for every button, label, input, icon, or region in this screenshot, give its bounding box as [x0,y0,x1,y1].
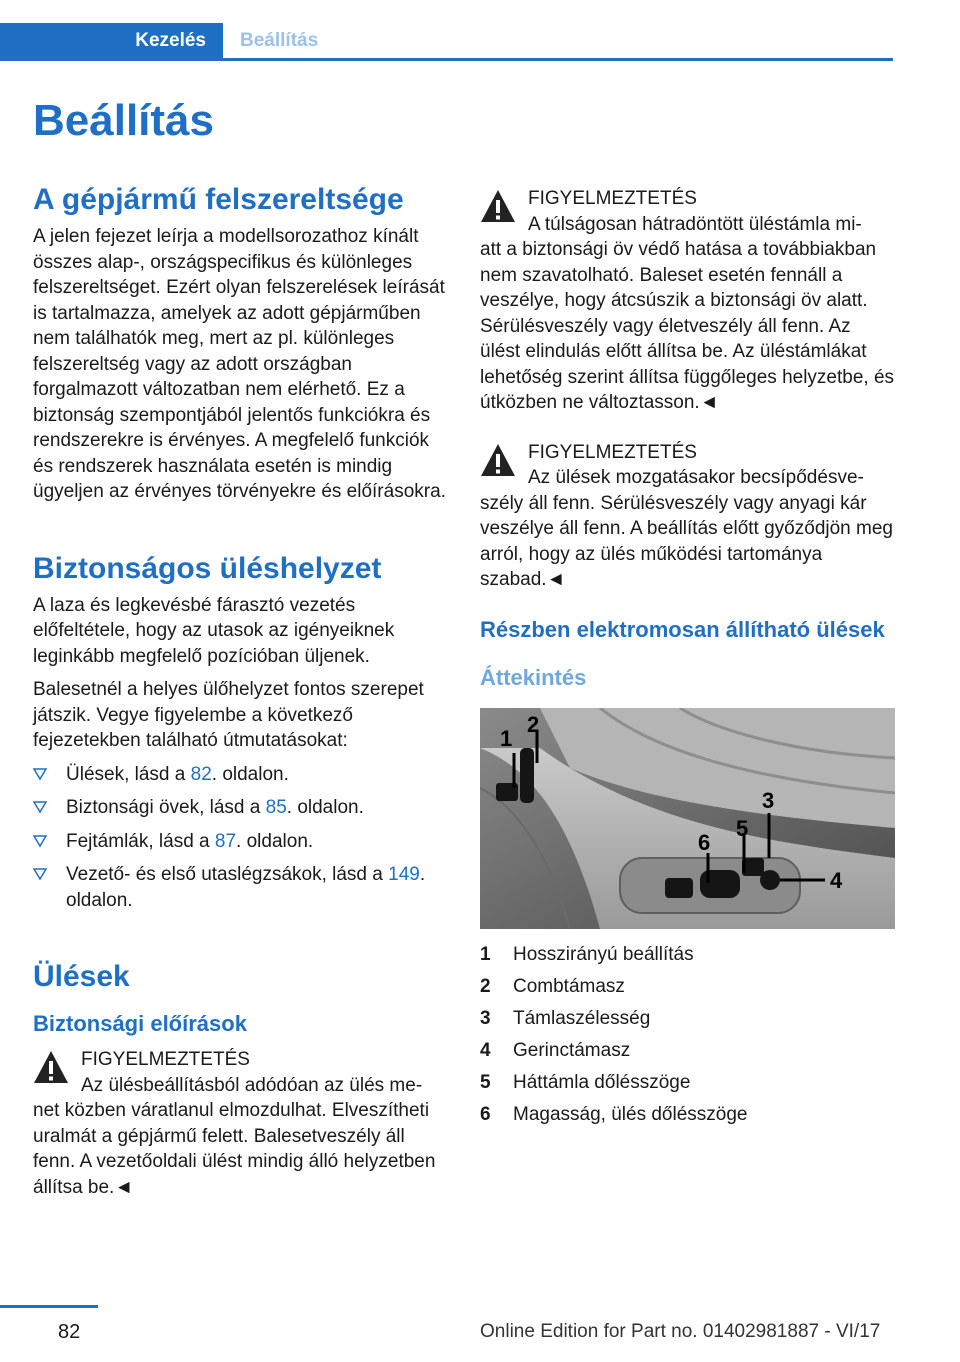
label-4: 4 [830,867,843,893]
page-title: Beállítás [33,96,214,145]
warning-text: A túlságosan hátradöntött üléstámla mi- [528,213,862,235]
triangle-bullet-icon [33,834,47,848]
list-item-text: . oldalon. [286,797,364,818]
list-item [33,862,449,913]
footer-rule [0,1305,98,1308]
section-title-ulehelyzet: Biztonságos üléshelyzet [33,551,382,585]
legend-item [480,939,896,971]
label-3: 3 [762,787,775,813]
tab-kezeles[interactable]: Kezelés [0,23,223,58]
warning-block [480,440,896,593]
warning-text: Az ülések mozgatásakor becsípődésve- [528,467,864,488]
warning-text: Az ülésbeállításból adódóan az ülés me- [81,1074,423,1096]
chapter-header [0,23,893,61]
legend-item [480,1067,896,1099]
warning-triangle-icon [33,1050,69,1084]
overview-title: Áttekintés [480,664,587,690]
warning-triangle-icon [480,443,516,477]
label-5: 5 [736,815,749,841]
list-item [33,762,449,788]
legend-text: Háttámla dőlésszöge [513,1071,691,1093]
triangle-bullet-icon [33,867,47,881]
legend-text: Gerinctámasz [513,1039,631,1061]
label-2: 2 [527,711,540,737]
warning-text: att a biztonsági öv védő hatása a továbbiakban nem szavatolható. Baleset esetén fennáll a veszélye, hogy átcsúszik a biztonsági öv alatt. Sérülésveszély vagy életveszély áll fenn. Az ülést elindulás előtt állítsa be. Az üléstámlákat lehetőség szerint állítsa függőleges helyzetbe, és útközben ne változtasson.◄ [480,239,895,413]
section-title-felszereltseg: A gépjármű felszereltsége [33,183,404,216]
left-column [33,180,449,1200]
warning-triangle-icon [480,189,516,223]
legend-text: Combtámasz [513,975,625,997]
legend-number: 3 [480,1007,491,1029]
tab-beallitas[interactable]: Beállítás [240,29,319,51]
warning-title: FIGYELMEZTETÉS [528,188,697,209]
legend-item [480,1035,896,1067]
list-item-text: . oldalon. [211,763,289,785]
legend-item [480,1099,896,1131]
list-item-text: . oldalon. [236,830,314,852]
list-item-text: . oldalon. [66,864,426,911]
warning-title: FIGYELMEZTETÉS [528,441,697,463]
right-column [480,186,896,1131]
list-item-text: Biztonsági övek, lásd a [66,797,266,818]
list-item [33,795,449,821]
label-1: 1 [500,725,513,751]
legend-item [480,1003,896,1035]
seat-illustration [480,708,895,929]
warning-block [480,186,896,416]
page-link[interactable]: 85 [265,797,287,818]
legend-item [480,971,896,1003]
page-link[interactable]: 87 [214,830,237,852]
legend-text: Támlaszélesség [513,1007,651,1029]
section-subtitle-biztonsagi: Biztonsági előírások [33,1011,247,1036]
page-number: 82 [58,1321,81,1343]
section-text-ulehelyzet-2: Balesetnél a helyes ülőhelyzet fontos szerepet játszik. Vegye figyelembe a következő fejezetekben található útmutatásokat: [33,679,424,751]
section-text-felszereltseg: A jelen fejezet leírja a modellsorozathoz kínált összes alap-, országspecifikus és különleges felszereltséget. Ezért olyan felszerelések leírását is tartalmazza, amelyek az adott gépjárműben nem találhatók meg, mert az pl. különleges felszereltség vagy az adott országban forgalmazott változatban nem elérhető. Ez a biztonság szempontjából jelentős funkciókra és rendszerekre is érvényes. A megfelelő funkciók és rendszerek használata esetén is mindig ügyeljen az érvényes törvényekre és előírásokra. [33,226,446,502]
legend-number: 4 [480,1039,491,1061]
legend-number: 1 [480,943,491,965]
legend-number: 2 [480,975,491,997]
subsection-title-elektromos: Részben elektromosan állítható ülések [480,616,885,642]
list-item-text: Fejtámlák, lásd a [66,830,215,852]
reference-list [33,762,449,914]
warning-text: szély áll fenn. Sérülésveszély vagy anyagi kár veszélye áll fenn. A beállítás előtt győződjön meg arról, hogy az ülés működési tartománya szabad.◄ [480,492,893,590]
warning-text: net közben váratlanul elmozdulhat. Elveszítheti uralmát a gépjármű felett. Balesetveszély áll fenn. A vezetőoldali ülést mindig álló helyzetben állítsa be.◄ [33,1100,436,1198]
section-title-ulesek: Ülések [33,960,130,993]
list-item-text: Vezető- és első utaslégzsákok, lásd a [66,864,389,885]
edition-text: Online Edition for Part no. 01402981887 - VI/17 [480,1321,881,1342]
label-6: 6 [698,829,711,855]
legend-number: 5 [480,1071,491,1093]
warning-block [33,1047,449,1200]
triangle-bullet-icon [33,767,47,781]
legend-text: Hosszirányú beállítás [513,943,694,965]
image-legend [480,939,896,1131]
section-text-ulehelyzet-1: A laza és legkevésbé fárasztó vezetés előfeltétele, hogy az utasok az igényeiknek leginkább megfelelő pozícióban üljenek. [33,594,395,667]
page-link[interactable]: 82 [190,763,212,785]
legend-text: Magasság, ülés dőlésszöge [513,1103,748,1125]
page-link[interactable]: 149 [388,864,420,885]
warning-title: FIGYELMEZTETÉS [81,1049,250,1070]
legend-number: 6 [480,1103,491,1125]
list-item-text: Ülések, lásd a [66,763,191,785]
triangle-bullet-icon [33,800,47,814]
list-item [33,829,449,855]
seat-controls-image [480,708,895,929]
